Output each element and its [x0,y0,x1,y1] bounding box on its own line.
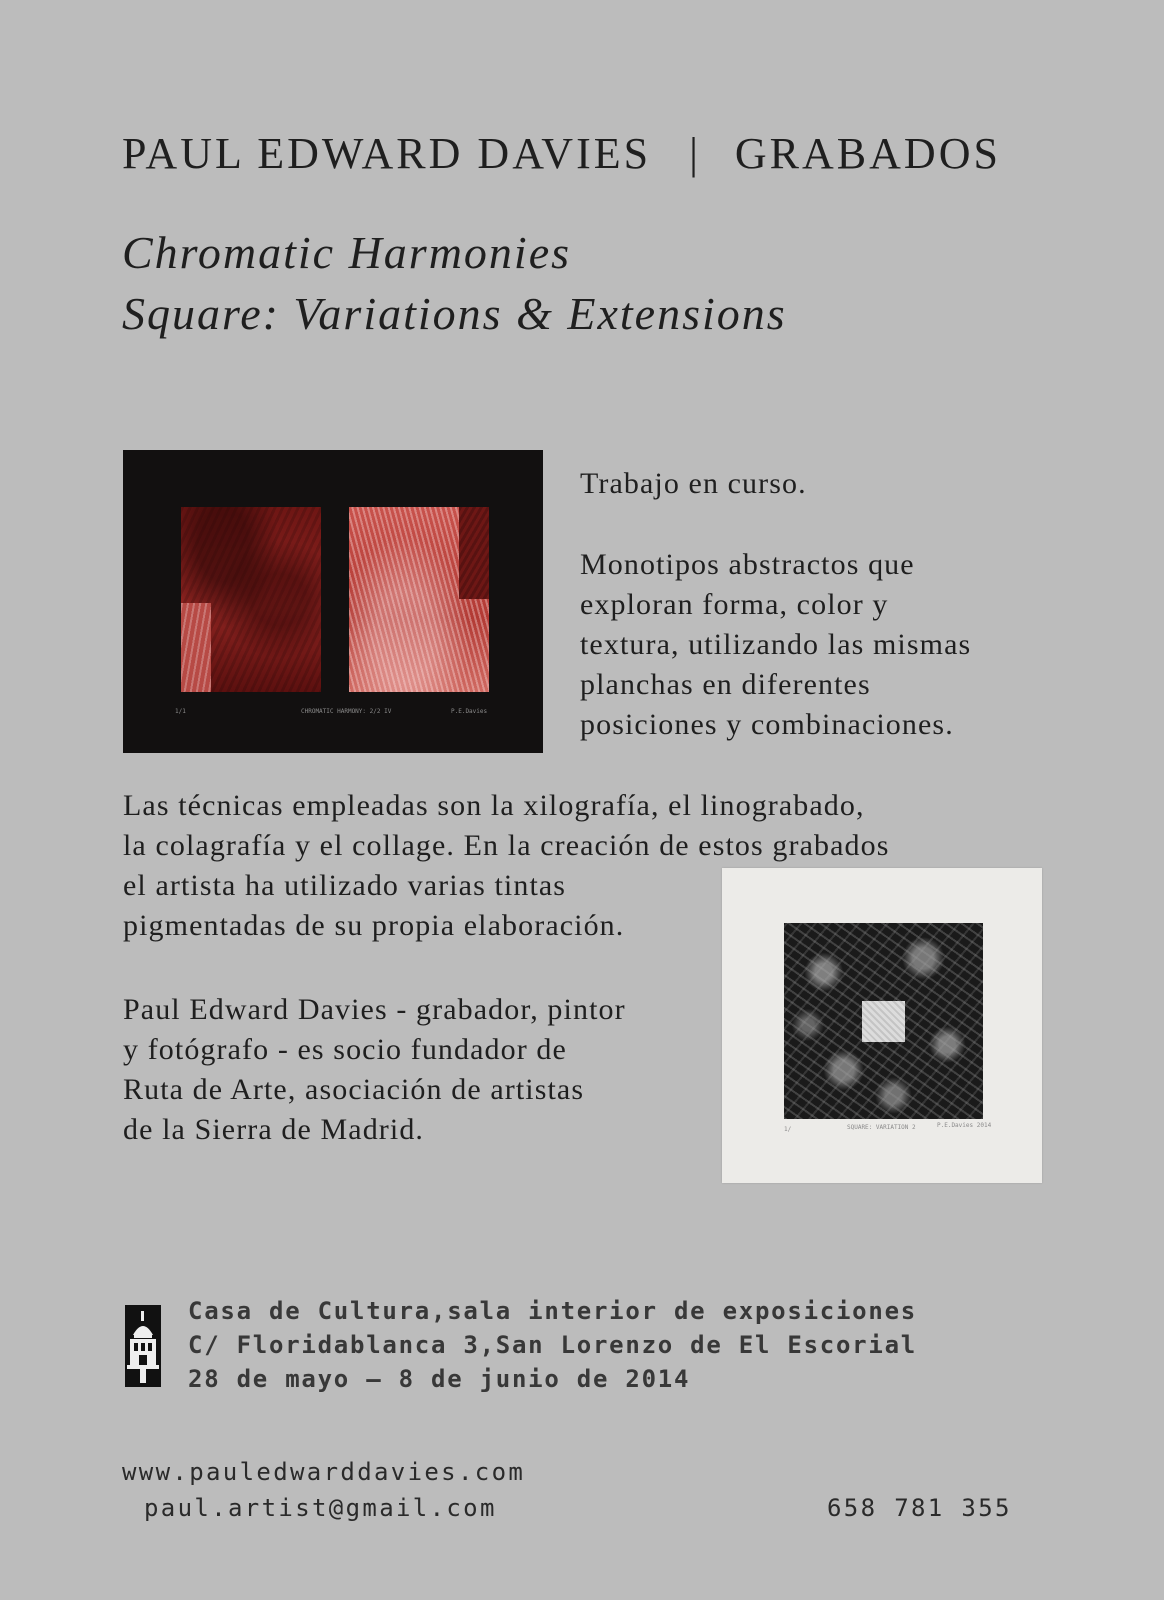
paragraph-line: Paul Edward Davies - grabador, pintor [123,993,626,1026]
page-header [122,128,1052,179]
artwork-square-variation [722,868,1042,1183]
paragraph-line: Ruta de Arte, asociación de artistas [123,1073,585,1106]
paragraph-line: la colagrafía y el collage. En la creación de estos grabados [123,829,890,862]
artwork-plate-right-strip [459,507,489,599]
paragraph-line: de la Sierra de Madrid. [123,1113,425,1146]
phone-number: 658 781 355 [827,1494,1012,1522]
artwork-plate-left-strip [181,603,211,692]
website-link[interactable]: www.pauledwarddavies.com [122,1458,526,1486]
paragraph-line: pigmentadas de su propia elaboración. [123,909,625,942]
paragraph-line: planchas en diferentes [580,668,871,701]
intro-paragraph [580,464,807,504]
artwork-edition: 1/ [784,1126,792,1133]
artwork-center-square [862,1001,905,1042]
artwork-signature: P.E.Davies [451,708,488,715]
paragraph-line: textura, utilizando las mismas [580,628,972,661]
building-dome-icon [125,1305,161,1387]
category-title: GRABADOS [734,129,1001,178]
header-separator: | [689,129,701,178]
artwork-title-inscription: CHROMATIC HARMONY: 2/2 IV [301,708,392,715]
bio-paragraph [123,990,626,1150]
paragraph-line: posiciones y combinaciones. [580,708,954,741]
artwork-title-inscription: SQUARE: VARIATION 2 [847,1124,916,1131]
monotypes-paragraph [580,545,971,745]
artist-name: PAUL EDWARD DAVIES [122,129,652,178]
paragraph-line: Monotipos abstractos que [580,548,915,581]
venue-address: C/ Floridablanca 3,San Lorenzo de El Escorial [188,1331,917,1359]
venue-name: Casa de Cultura,sala interior de exposiciones [188,1297,917,1325]
artwork-chromatic-harmony [123,450,543,753]
artwork-edition: 1/1 [175,708,186,715]
paragraph-line: y fotógrafo - es socio fundador de [123,1033,567,1066]
paragraph-line: el artista ha utilizado varias tintas [123,869,567,902]
series-title-1: Chromatic Harmonies [122,227,572,278]
artwork-signature: P.E.Davies 2014 [937,1122,992,1129]
artwork-square-image [784,923,983,1119]
email-link[interactable]: paul.artist@gmail.com [144,1494,497,1522]
paragraph-line: exploran forma, color y [580,588,889,621]
intro-line: Trabajo en curso. [580,467,807,500]
series-title-2: Square: Variations & Extensions [122,288,787,339]
exhibition-dates: 28 de mayo – 8 de junio de 2014 [188,1365,691,1393]
paragraph-line: Las técnicas empleadas son la xilografía, el linograbado, [123,789,865,822]
